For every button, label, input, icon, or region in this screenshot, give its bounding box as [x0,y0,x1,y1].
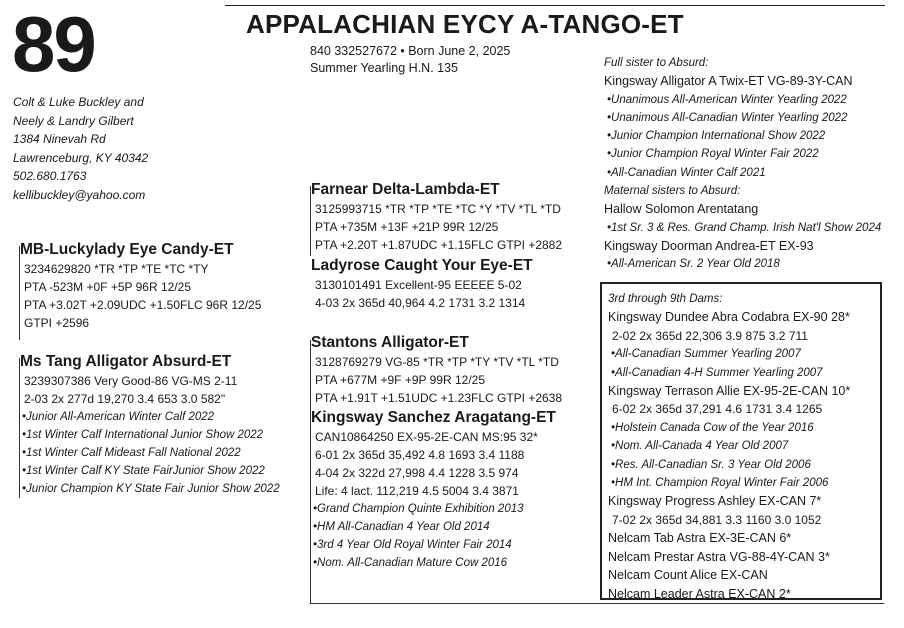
dam-dam-honor: •Nom. All-Canadian Mature Cow 2016 [313,557,508,569]
dam-honor: •1st Winter Calf KY State FairJunior Show 2022 [22,465,265,477]
sire-gtpi: GTPI +2596 [24,316,90,330]
dam-sire-name: Stantons Alligator-ET [311,334,469,351]
consignor-email[interactable]: kellibuckley@yahoo.com [13,187,146,202]
class-hn-line: Summer Yearling H.N. 135 [310,61,458,75]
sire-sire-id-traits: 3125993715 *TR *TP *TE *TC *Y *TV *TL *TD [315,202,561,216]
maternal-sister-honor: •1st Sr. 3 & Res. Grand Champ. Irish Nat'l Show 2024 [607,221,882,234]
ancestor-dam-honor: •HM Int. Champion Royal Winter Fair 2006 [611,477,829,490]
consignor-line: Colt & Luke Buckley and [13,95,144,109]
maternal-sister-honor: •All-American Sr. 2 Year Old 2018 [607,258,780,271]
full-sister-honor: •Unanimous All-American Winter Yearling 2022 [607,93,847,106]
full-sister-honor: •Junior Champion International Show 2022 [607,130,826,143]
dam-block [20,352,280,498]
ancestor-dam-honor: •All-Canadian 4-H Summer Yearling 2007 [611,366,823,379]
ancestor-dam-name: Nelcam Count Alice EX-CAN [608,568,768,583]
full-sister-heading: Full sister to Absurd: [604,57,709,69]
dam-dam-lifetime: Life: 4 lact. 112,219 4.5 5004 3.4 3871 [315,484,519,498]
maternal-sister-name: Kingsway Doorman Andrea-ET EX-93 [604,238,814,253]
consignor-phone: 502.680.1763 [13,169,87,183]
dam-sire-pta-type: PTA +1.91T +1.51UDC +1.23FLC GTPI +2638 [315,391,563,405]
animal-name: APPALACHIAN EYCY A-TANGO-ET [246,9,684,39]
ancestor-dam-name: Nelcam Tab Astra EX-3E-CAN 6* [608,531,792,546]
dam-dam-name: Kingsway Sanchez Aragatang-ET [311,409,556,426]
sire-block [20,240,261,332]
dam-honor: •1st Winter Calf Mideast Fall National 2022 [22,447,241,459]
family-notes [604,54,881,274]
sire-sire-block [311,180,562,254]
ancestor-dam-name: Kingsway Progress Ashley EX-CAN 7* [608,494,822,509]
dam-honor: •1st Winter Calf International Junior Show 2022 [22,429,264,441]
dam-dam-record: 4-04 2x 322d 27,998 4.4 1228 3.5 974 [315,466,519,480]
dams-list [608,308,880,603]
bottom-rule [310,603,884,604]
ancestor-dam-honor: •All-Canadian Summer Yearling 2007 [611,348,801,361]
maternal-sister-name: Hallow Solomon Arentatang [604,202,759,217]
sire-sire-name: Farnear Delta-Lambda-ET [311,181,500,198]
ancestor-dam-honor: •Res. All-Canadian Sr. 3 Year Old 2006 [611,458,811,471]
dam-name: Ms Tang Alligator Absurd-ET [20,353,232,370]
sire-dam-block [311,256,533,312]
dams-box [600,282,882,600]
dam-honor: •Junior All-American Winter Calf 2022 [22,411,215,423]
maternal-sisters-heading: Maternal sisters to Absurd: [604,185,741,198]
ancestor-dam-name: Kingsway Terrason Allie EX-95-2E-CAN 10* [608,384,851,399]
ancestor-dam-record: 6-02 2x 365d 37,291 4.6 1731 3.4 1265 [612,402,823,417]
dam-sire-id-traits: 3128769279 VG-85 *TR *TP *TY *TV *TL *TD [315,355,559,369]
dam-dam-honor: •HM All-Canadian 4 Year Old 2014 [313,521,490,533]
sire-sire-pta-type: PTA +2.20T +1.87UDC +1.15FLC GTPI +2882 [315,238,563,252]
dam-sire-block [311,333,562,407]
ancestor-dam-record: 7-02 2x 365d 34,881 3.3 1160 3.0 1052 [612,512,822,527]
ancestor-dam-record: 2-02 2x 365d 22,306 3.9 875 3.2 711 [612,328,808,343]
dam-record: 2-03 2x 277d 19,270 3.4 653 3.0 582" [24,392,226,406]
ancestor-dam-name: Nelcam Leader Astra EX-CAN 2* [608,586,791,601]
dam-dam-honor: •3rd 4 Year Old Royal Winter Fair 2014 [313,539,512,551]
ancestor-dam-honor: •Holstein Canada Cow of the Year 2016 [611,421,814,434]
sire-sire-pta-production: PTA +735M +13F +21P 99R 12/25 [315,220,499,234]
dam-dam-id-classification: CAN10864250 EX-95-2E-CAN MS:95 32* [315,430,538,444]
full-sister-honor: •Junior Champion Royal Winter Fair 2022 [607,148,819,161]
consignor-address: 1384 Ninevah Rd [13,132,106,146]
animal-registration [310,43,510,77]
dam-dam-block [311,408,556,572]
dam-id-classification: 3239307386 Very Good-86 VG-MS 2-11 [24,374,238,388]
reg-birth-line: 840 332527672 • Born June 2, 2025 [310,44,511,58]
ancestor-dam-honor: •Nom. All-Canada 4 Year Old 2007 [611,440,789,453]
ancestor-dam-name: Kingsway Dundee Abra Codabra EX-90 28* [608,310,850,325]
dam-sire-pta-production: PTA +677M +9F +9P 99R 12/25 [315,373,486,387]
sire-dam-record: 4-03 2x 365d 40,964 4.2 1731 3.2 1314 [315,296,526,310]
consignor-block [13,93,148,204]
sire-name: MB-Luckylady Eye Candy-ET [20,241,234,258]
dam-honor: •Junior Champion KY State Fair Junior Show 2022 [22,483,280,495]
dam-dam-record: 6-01 2x 365d 35,492 4.8 1693 3.4 1188 [315,448,525,462]
dams-box-heading: 3rd through 9th Dams: [608,293,723,305]
full-sister-honor: •Unanimous All-Canadian Winter Yearling 2022 [607,111,848,124]
lot-number: 89 [12,0,95,88]
ancestor-dam-name: Nelcam Prestar Astra VG-88-4Y-CAN 3* [608,549,830,564]
full-sister-honor: •All-Canadian Winter Calf 2021 [607,166,766,179]
sire-id-traits: 3234629820 *TR *TP *TE *TC *TY [24,262,209,276]
top-rule [225,5,885,6]
sire-dam-id-classification: 3130101491 Excellent-95 EEEEE 5-02 [315,278,522,292]
full-sister-name: Kingsway Alligator A Twix-ET VG-89-3Y-CAN [604,74,853,89]
pedigree-bracket [310,410,311,604]
sire-pta-type: PTA +3.02T +2.09UDC +1.50FLC 96R 12/25 [24,298,262,312]
sire-dam-name: Ladyrose Caught Your Eye-ET [311,257,533,274]
dam-dam-honor: •Grand Champion Quinte Exhibition 2013 [313,503,524,515]
consignor-line: Neely & Landry Gilbert [13,113,134,128]
sire-pta-production: PTA -523M +0F +5P 96R 12/25 [24,280,191,294]
consignor-city: Lawrenceburg, KY 40342 [13,150,149,165]
